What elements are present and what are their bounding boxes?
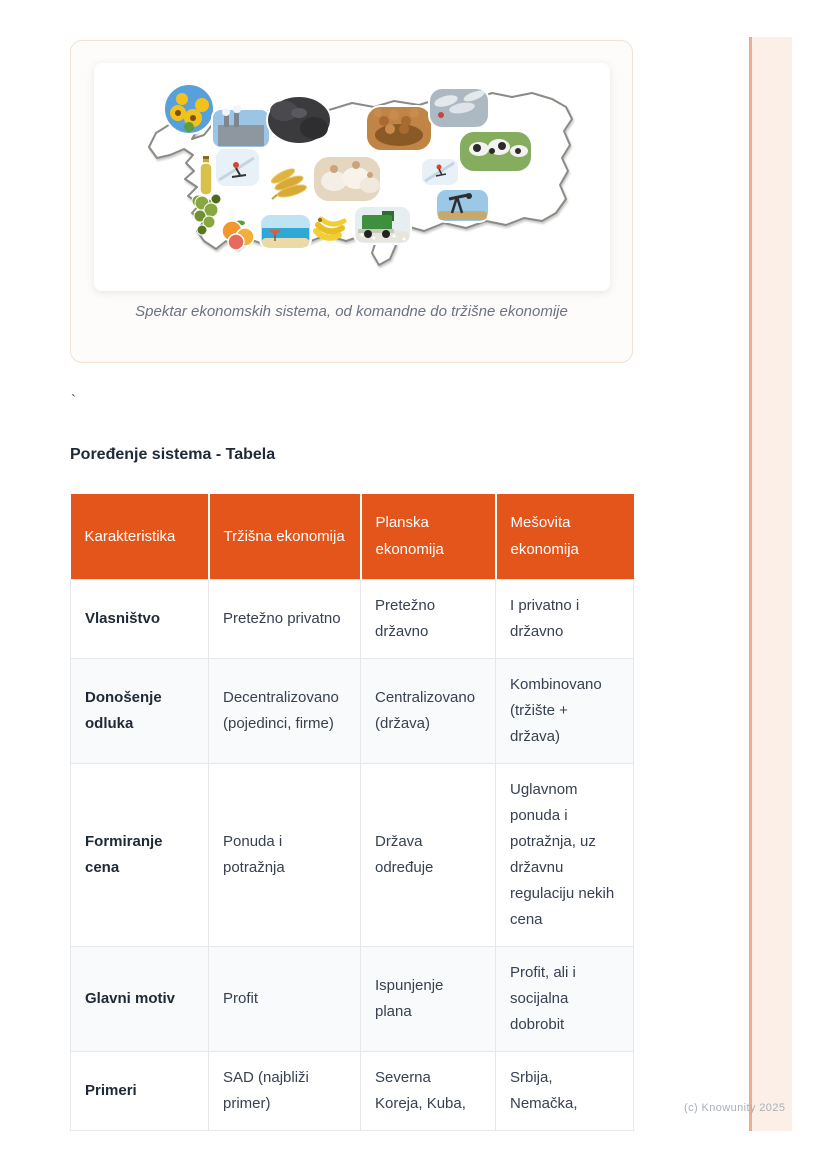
row-label-cell: Glavni motiv: [71, 946, 209, 1051]
turkey-map-illustration: [94, 63, 610, 291]
comparison-table-container: [70, 494, 634, 1137]
table-cell: Država određuje: [361, 763, 496, 946]
beach-photo: [260, 214, 311, 249]
table-cell: Decentralizovano (pojedinci, firme): [209, 658, 361, 763]
sheep-photo: [313, 156, 381, 202]
table-cell: Srbija, Nemačka,: [496, 1051, 634, 1130]
comparison-table: [70, 494, 634, 1131]
table-row: [71, 946, 634, 1051]
oil-pump-photo: [436, 189, 489, 222]
figure-caption: Spektar ekonomskih sistema, od komandne do tržišne ekonomije: [135, 303, 568, 320]
table-row: [71, 1051, 634, 1130]
factory-photo: [212, 105, 270, 148]
column-header: Planska ekonomija: [361, 494, 496, 579]
table-header-row: [71, 494, 634, 579]
skiing-2-photo: [421, 158, 459, 186]
row-label-cell: Vlasništvo: [71, 579, 209, 658]
turkey-map-collage-image: [94, 63, 610, 291]
table-cell: Severna Koreja, Kuba,: [361, 1051, 496, 1130]
column-header: Tržišna ekonomija: [209, 494, 361, 579]
column-header: Karakteristika: [71, 494, 209, 579]
table-cell: Centralizovano (država): [361, 658, 496, 763]
row-label-cell: Primeri: [71, 1051, 209, 1130]
page-margin-bar: [749, 37, 792, 1131]
hazelnuts-photo: [366, 106, 432, 151]
table-cell: Pretežno državno: [361, 579, 496, 658]
skiing-photo: [215, 148, 260, 187]
table-cell: Profit, ali i socijalna dobrobit: [496, 946, 634, 1051]
cattle-photo: [459, 131, 532, 172]
table-cell: Kombinovano (tržište + država): [496, 658, 634, 763]
row-label-cell: Formiranje cena: [71, 763, 209, 946]
table-row: [71, 658, 634, 763]
table-row: [71, 763, 634, 946]
table-cell: Profit: [209, 946, 361, 1051]
copyright-watermark: (c) Knowunity 2025: [684, 1102, 786, 1114]
section-heading: Poređenje sistema - Tabela: [70, 446, 276, 463]
table-cell: I privatno i državno: [496, 579, 634, 658]
table-cell: Uglavnom ponuda i potražnja, uz državnu regulaciju nekih cena: [496, 763, 634, 946]
table-row: [71, 579, 634, 658]
figure-card: [70, 40, 633, 363]
table-cell: Ispunjenje plana: [361, 946, 496, 1051]
table-cell: Pretežno privatno: [209, 579, 361, 658]
table-cell: SAD (najbliži primer): [209, 1051, 361, 1130]
stray-backtick-text: `: [71, 392, 76, 409]
column-header: Mešovita ekonomija: [496, 494, 634, 579]
cotton-harvester-photo: [354, 206, 411, 244]
sunflowers-photo: [164, 84, 214, 134]
table-cell: Ponuda i potražnja: [209, 763, 361, 946]
coal-photo: [267, 96, 331, 144]
row-label-cell: Donošenje odluka: [71, 658, 209, 763]
fish-photo: [429, 88, 489, 128]
